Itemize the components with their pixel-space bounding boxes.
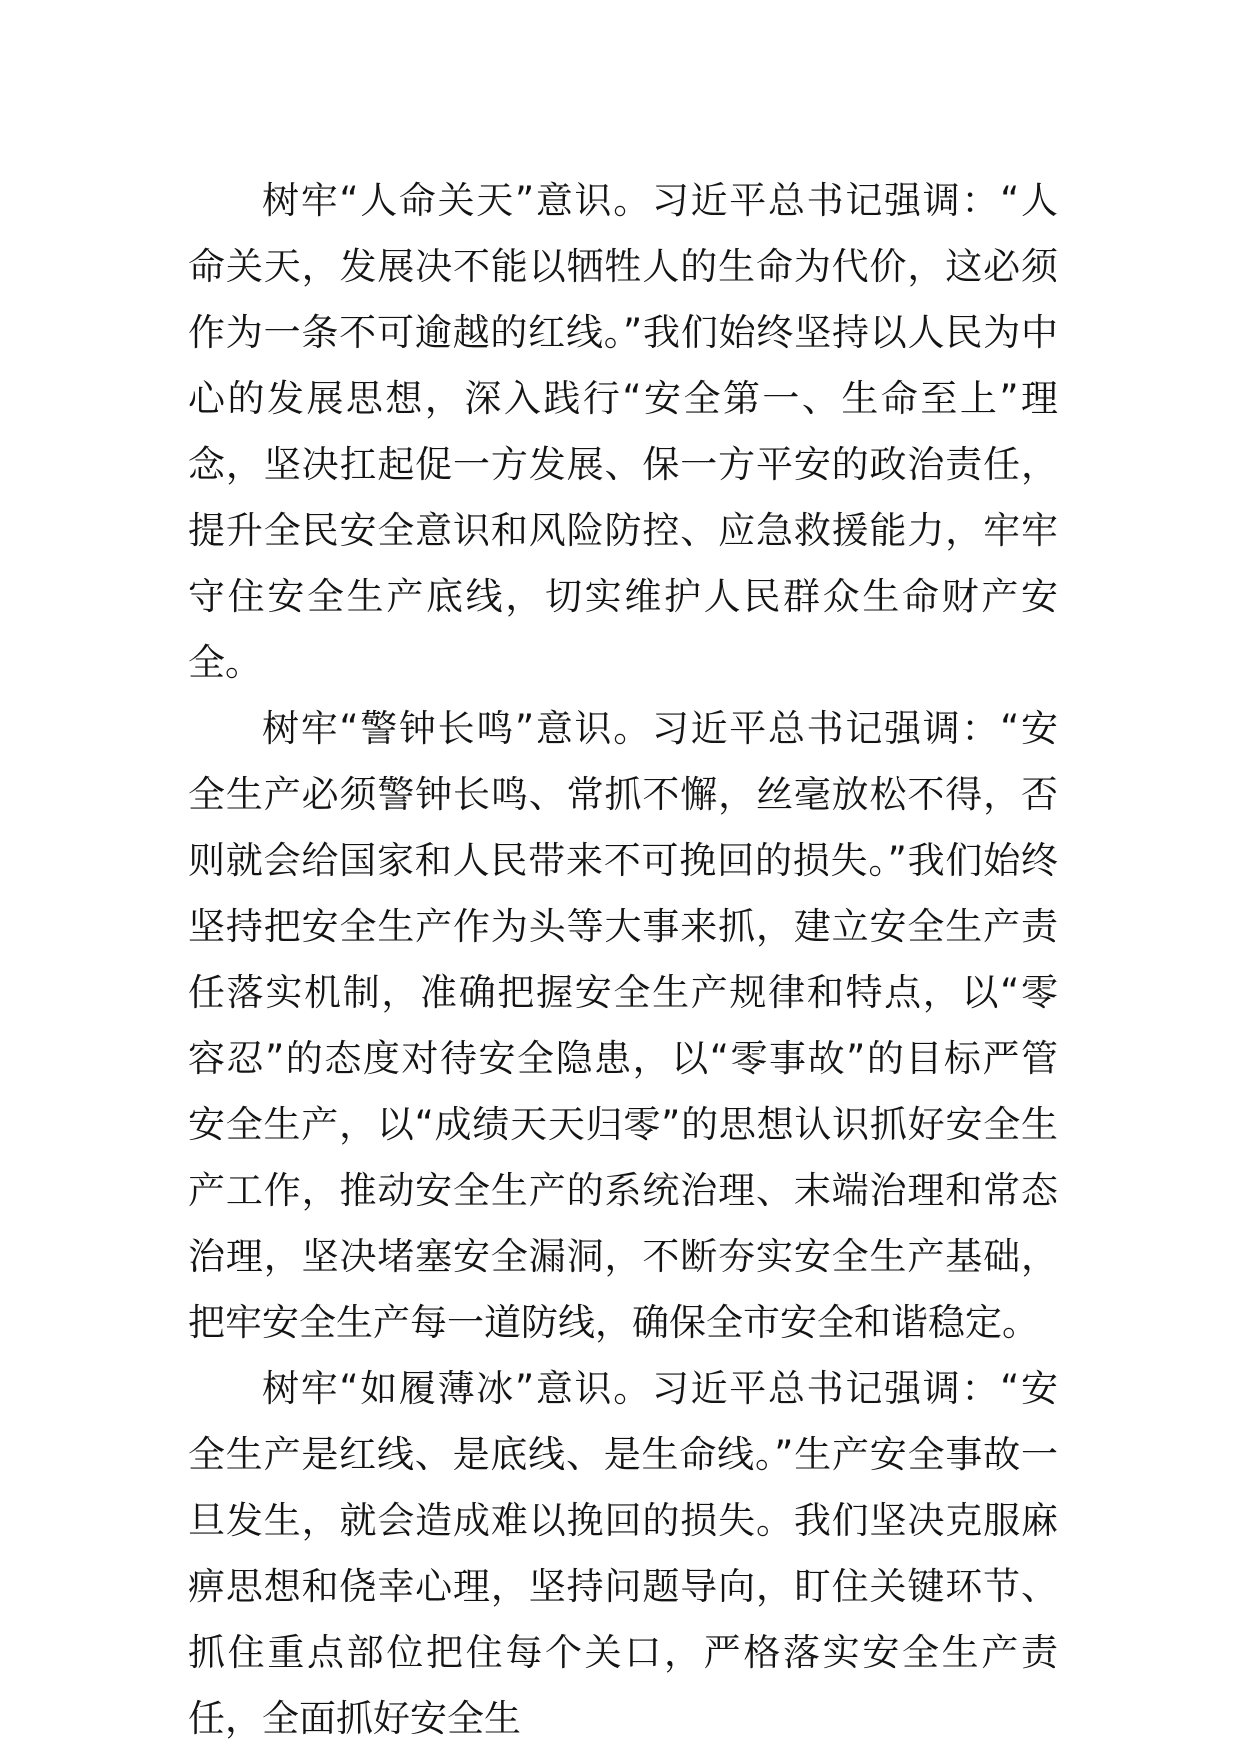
paragraph-jingzhong-changming: 树牢“警钟长鸣”意识。习近平总书记强调：“安全生产必须警钟长鸣、常抓不懈，丝毫放松不得，否则就会给国家和人民带来不可挽回的损失。”我们始终坚持把安全生产作为头等大事来抓，建立安全生产责任落实机制，准确把握安全生产规律和特点，以“零容忍”的态度对待安全隐患，以“零事故”的目标严管安全生产，以“成绩天天归零”的思想认识抓好安全生产工作，推动安全生产的系统治理、末端治理和常态治理，坚决堵塞安全漏洞，不断夯实安全生产基础，把牢安全生产每一道防线，确保全市安全和谐稳定。 (188, 707, 1058, 1344)
document-body (188, 168, 1058, 1752)
paragraph-renming-guantian: 树牢“人命关天”意识。习近平总书记强调：“人命关天，发展决不能以牺牲人的生命为代价，这必须作为一条不可逾越的红线。”我们始终坚持以人民为中心的发展思想，深入践行“安全第一、生命至上”理念，坚决扛起促一方发展、保一方平安的政治责任，提升全民安全意识和风险防控、应急救援能力，牢牢守住安全生产底线，切实维护人民群众生命财产安全。 (188, 179, 1058, 684)
paragraph-rulv-bobing: 树牢“如履薄冰”意识。习近平总书记强调：“安全生产是红线、是底线、是生命线。”生产安全事故一旦发生，就会造成难以挽回的损失。我们坚决克服麻痹思想和侥幸心理，坚持问题导向，盯住关键环节、抓住重点部位把住每个关口，严格落实安全生产责任，全面抓好安全生 (188, 1367, 1058, 1740)
